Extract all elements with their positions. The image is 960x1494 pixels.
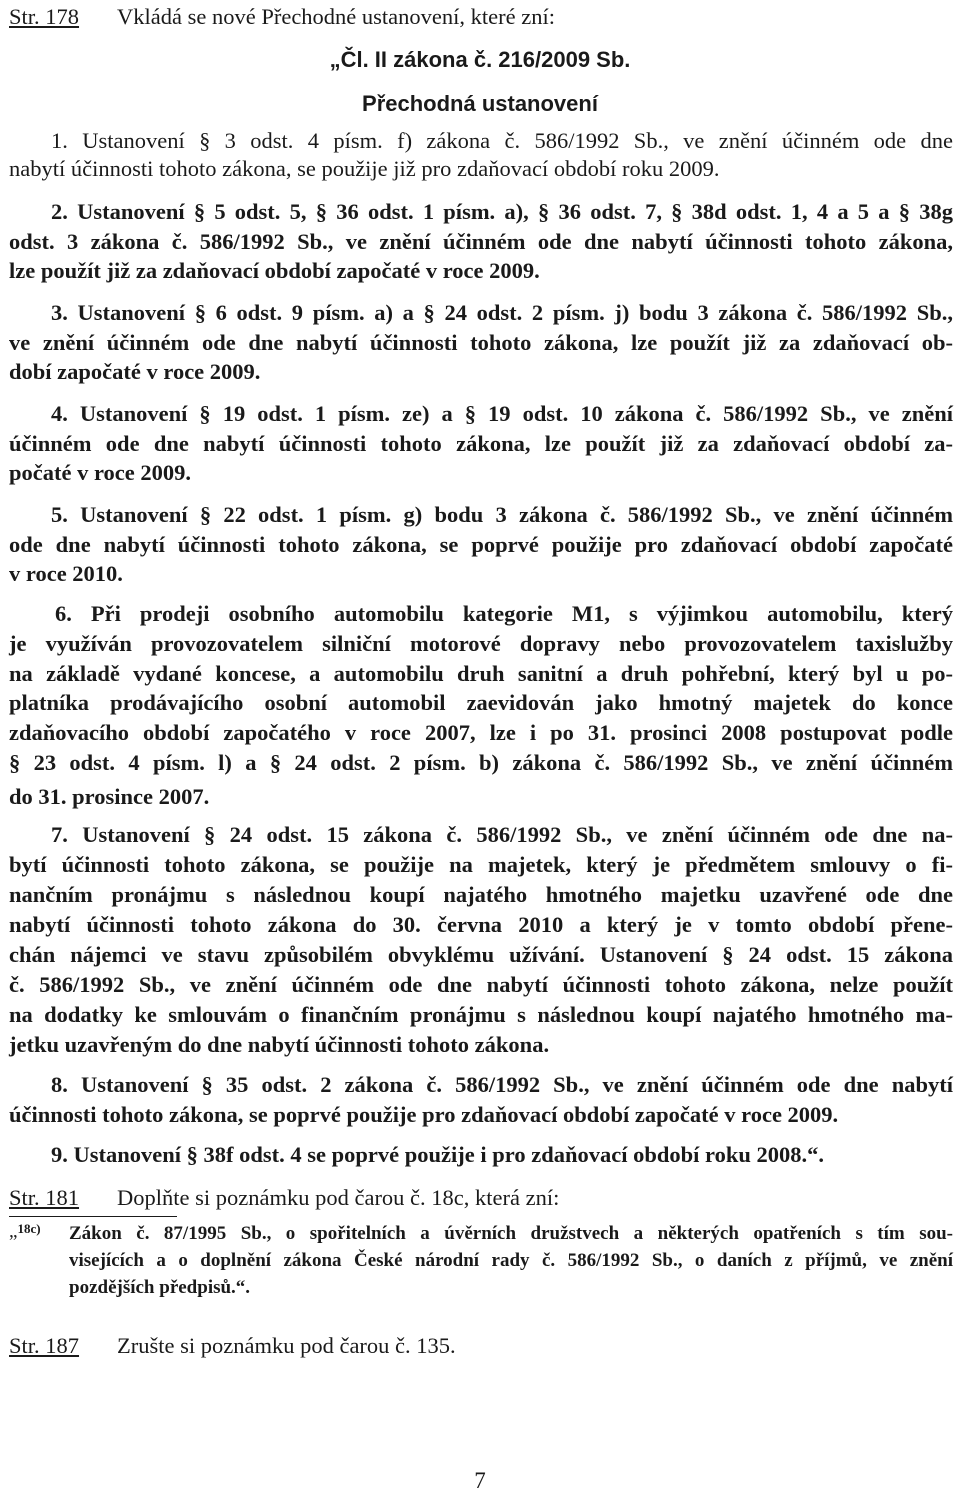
paragraph-6-line-2: je využíván provozovatelem silniční motorové dopravy nebo provozovatelem taxislužby <box>9 631 953 656</box>
paragraph-9-line-1: 9. Ustanovení § 38f odst. 4 se poprvé použije i pro zdaňovací období roku 2008.“. <box>51 1142 824 1167</box>
page-number: 7 <box>474 1468 486 1493</box>
article-heading: „Čl. II zákona č. 216/2009 Sb. <box>329 47 631 72</box>
paragraph-2-line-2: odst. 3 zákona č. 586/1992 Sb., ve znění účinném ode dne nabytí účinnosti tohoto zákona, <box>9 229 953 254</box>
section-title: Přechodná ustanovení <box>362 91 598 116</box>
paragraph-7-line-4: nabytí účinnosti tohoto zákona do 30. června 2010 a který je v tomto období přene- <box>9 912 953 937</box>
paragraph-3-line-1: 3. Ustanovení § 6 odst. 9 písm. a) a § 24 odst. 2 písm. j) bodu 3 zákona č. 586/1992 Sb., <box>51 300 953 325</box>
paragraph-7-line-5: chán nájemci ve stavu způsobilém obvyklému užívání. Ustanovení § 24 odst. 15 zákona <box>9 942 953 967</box>
footnote-line-2: visejících a o doplnění zákona České národní rady č. 586/1992 Sb., o daních z příjmů, ve znění <box>69 1250 953 1271</box>
paragraph-4-line-2: účinném ode dne nabytí účinnosti tohoto zákona, lze použít již za zdaňovací období za- <box>9 431 953 456</box>
amendment-instruction-178: Vkládá se nové Přechodné ustanovení, které zní: <box>117 4 555 29</box>
footnote-line-3: pozdějších předpisů.“. <box>69 1277 251 1298</box>
paragraph-4-line-3: počaté v roce 2009. <box>9 460 192 485</box>
page-reference-178: Str. 178 <box>9 4 80 29</box>
paragraph-6-line-4: platníka prodávajícího osobní automobil zaevidován jako hmotný majetek do konce <box>9 690 953 715</box>
footnote-line-1: Zákon č. 87/1995 Sb., o spořitelních a úvěrních družstvech a některých opatřeních s tím sou- <box>69 1223 953 1244</box>
page-reference-181: Str. 181 <box>9 1185 80 1210</box>
amendment-instruction-181: Doplňte si poznámku pod čarou č. 18c, která zní: <box>117 1185 560 1210</box>
paragraph-5-line-3: v roce 2010. <box>9 561 123 586</box>
paragraph-5-line-1: 5. Ustanovení § 22 odst. 1 písm. g) bodu 3 zákona č. 586/1992 Sb., ve znění účinném <box>51 502 953 527</box>
paragraph-7-line-2: bytí účinnosti tohoto zákona, se použije na majetek, který je předmětem smlouvy o fi- <box>9 852 953 877</box>
paragraph-5-line-2: ode dne nabytí účinnosti tohoto zákona, se poprvé použije pro zdaňovací období započaté <box>9 532 953 557</box>
footnote-marker <box>9 1221 41 1243</box>
paragraph-2-line-1: 2. Ustanovení § 5 odst. 5, § 36 odst. 1 písm. a), § 36 odst. 7, § 38d odst. 1, 4 a 5 a § 38g <box>51 199 953 224</box>
amendment-instruction-187: Zrušte si poznámku pod čarou č. 135. <box>117 1333 456 1358</box>
p1-rest: 3 odst. 4 písm. f) zákona č. 586/1992 Sb., ve znění účinném ode dne <box>210 128 953 153</box>
p1-prefix: 1. Ustanovení <box>51 128 200 153</box>
paragraph-4-line-1: 4. Ustanovení § 19 odst. 1 písm. ze) a § 19 odst. 10 zákona č. 586/1992 Sb., ve znění <box>51 401 953 426</box>
paragraph-8-line-2: účinnosti tohoto zákona, se poprvé použije pro zdaňovací období započaté v roce 2009. <box>9 1102 839 1127</box>
paragraph-6-line-5: zdaňovacího období započatého v roce 2007, lze i po 31. prosinci 2008 postupovat podle <box>9 720 953 745</box>
paragraph-3-line-2: ve znění účinném ode dne nabytí účinnosti tohoto zákona, lze použít již za zdaňovací ob- <box>9 330 953 355</box>
paragraph-7-line-6: č. 586/1992 Sb., ve znění účinném ode dne nabytí účinnosti tohoto zákona, nelze použít <box>9 972 953 997</box>
paragraph-8-line-1: 8. Ustanovení § 35 odst. 2 zákona č. 586/1992 Sb., ve znění účinném ode dne nabytí <box>51 1072 953 1097</box>
paragraph-6-line-1: 6. Při prodeji osobního automobilu kategorie M1, s výjimkou automobilu, který <box>55 601 953 626</box>
footnote-number: 18c) <box>17 1221 41 1236</box>
section-sign: § <box>199 128 211 153</box>
paragraph-6-line-3: na základě vydané koncese, a automobilu druh sanitní a druh pohřební, který byl u po- <box>9 661 953 686</box>
paragraph-6-line-6: § 23 odst. 4 písm. l) a § 24 odst. 2 písm. b) zákona č. 586/1992 Sb., ve znění účinném <box>9 750 953 775</box>
paragraph-2-line-3: lze použít již za zdaňovací období započaté v roce 2009. <box>9 258 540 283</box>
page-reference-187: Str. 187 <box>9 1333 80 1358</box>
paragraph-7-line-3: nančním pronájmu s následnou koupí najatého hmotného majetku uzavřené ode dne <box>9 882 953 907</box>
paragraph-6-line-7: do 31. prosince 2007. <box>9 784 210 809</box>
paragraph-7-line-7: na dodatky ke smlouvám o finančním pronájmu s následnou koupí najatého hmotného ma- <box>9 1002 953 1027</box>
footnote-open-quote: „ <box>9 1221 18 1242</box>
paragraph-7-line-1: 7. Ustanovení § 24 odst. 15 zákona č. 586/1992 Sb., ve znění účinném ode dne na- <box>51 822 953 847</box>
paragraph-1-line-2: nabytí účinnosti tohoto zákona, se použije již pro zdaňovací období roku 2009. <box>9 156 720 181</box>
paragraph-7-line-8: jetku uzavřeným do dne nabytí účinnosti tohoto zákona. <box>9 1032 550 1057</box>
footnote-rule <box>9 1216 177 1217</box>
paragraph-3-line-3: dobí započaté v roce 2009. <box>9 359 261 384</box>
paragraph-1-line-1 <box>51 128 953 154</box>
